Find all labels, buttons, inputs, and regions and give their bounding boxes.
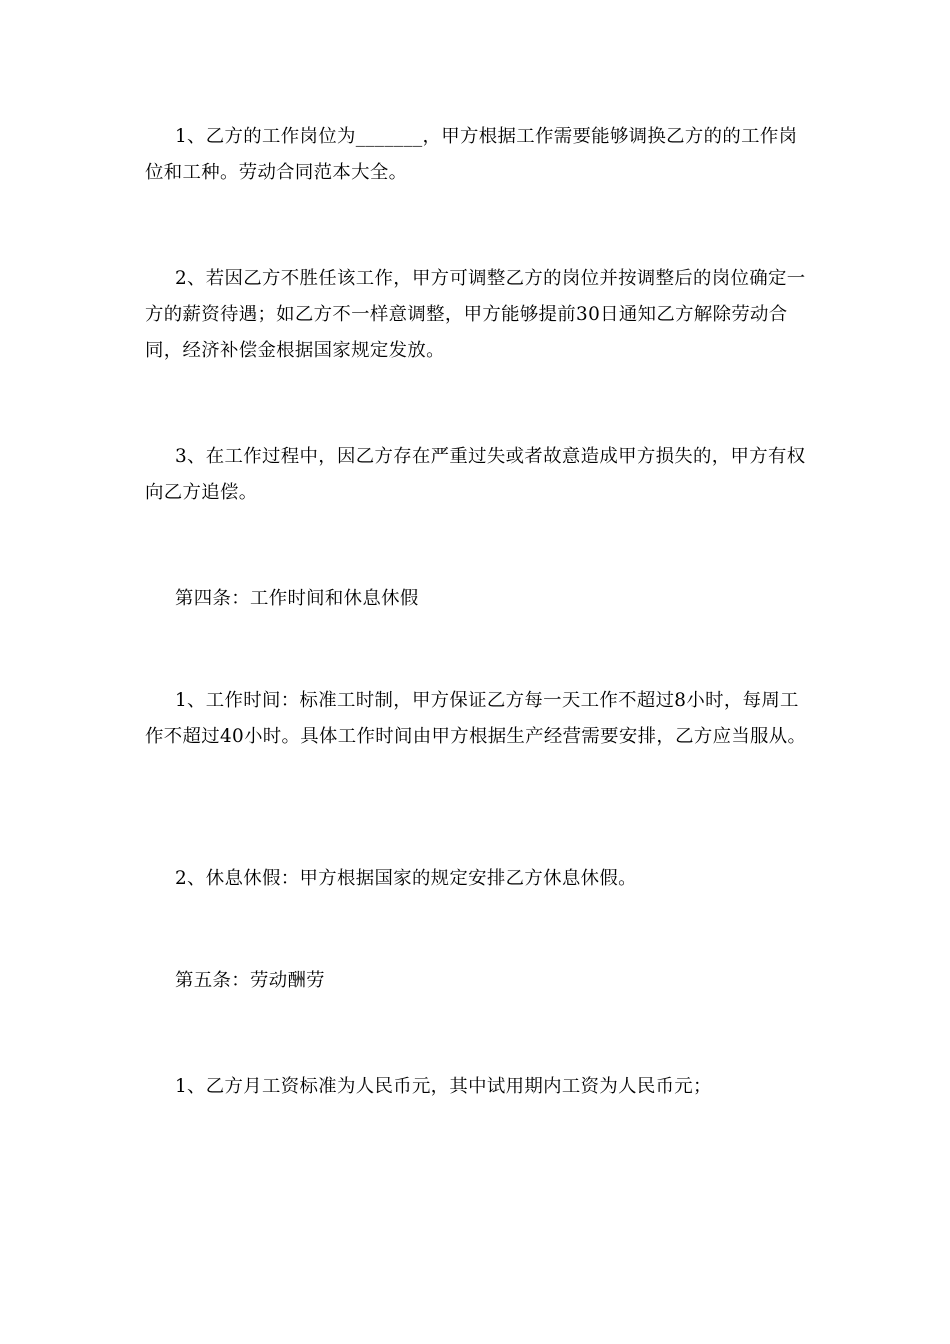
clause-5-heading: 第五条：劳动酬劳: [175, 970, 325, 991]
clause-4-item-2: 2、休息休假：甲方根据国家的规定安排乙方休息休假。: [175, 868, 637, 889]
clause-3-item-3: 3、在工作过程中，因乙方存在严重过失或者故意造成甲方损失的，甲方有权向乙方追偿。: [145, 446, 806, 503]
clause-3-item-2: 2、若因乙方不胜任该工作，甲方可调整乙方的岗位并按调整后的岗位确定一方的薪资待遇；如乙方不一样意调整，甲方能够提前30日通知乙方解除劳动合同，经济补偿金根据国家规定发放。: [145, 268, 806, 361]
clause-3-item-1: 1、乙方的工作岗位为_______，甲方根据工作需要能够调换乙方的的工作岗位和工种。劳动合同范本大全。: [145, 126, 798, 183]
clause-5-item-1: 1、乙方月工资标准为人民币元，其中试用期内工资为人民币元；: [175, 1076, 712, 1097]
clause-4-heading: 第四条：工作时间和休息休假: [175, 588, 419, 609]
clause-4-item-1: 1、工作时间：标准工时制，甲方保证乙方每一天工作不超过8小时，每周工作不超过40小时。具体工作时间由甲方根据生产经营需要安排，乙方应当服从。: [145, 690, 807, 747]
